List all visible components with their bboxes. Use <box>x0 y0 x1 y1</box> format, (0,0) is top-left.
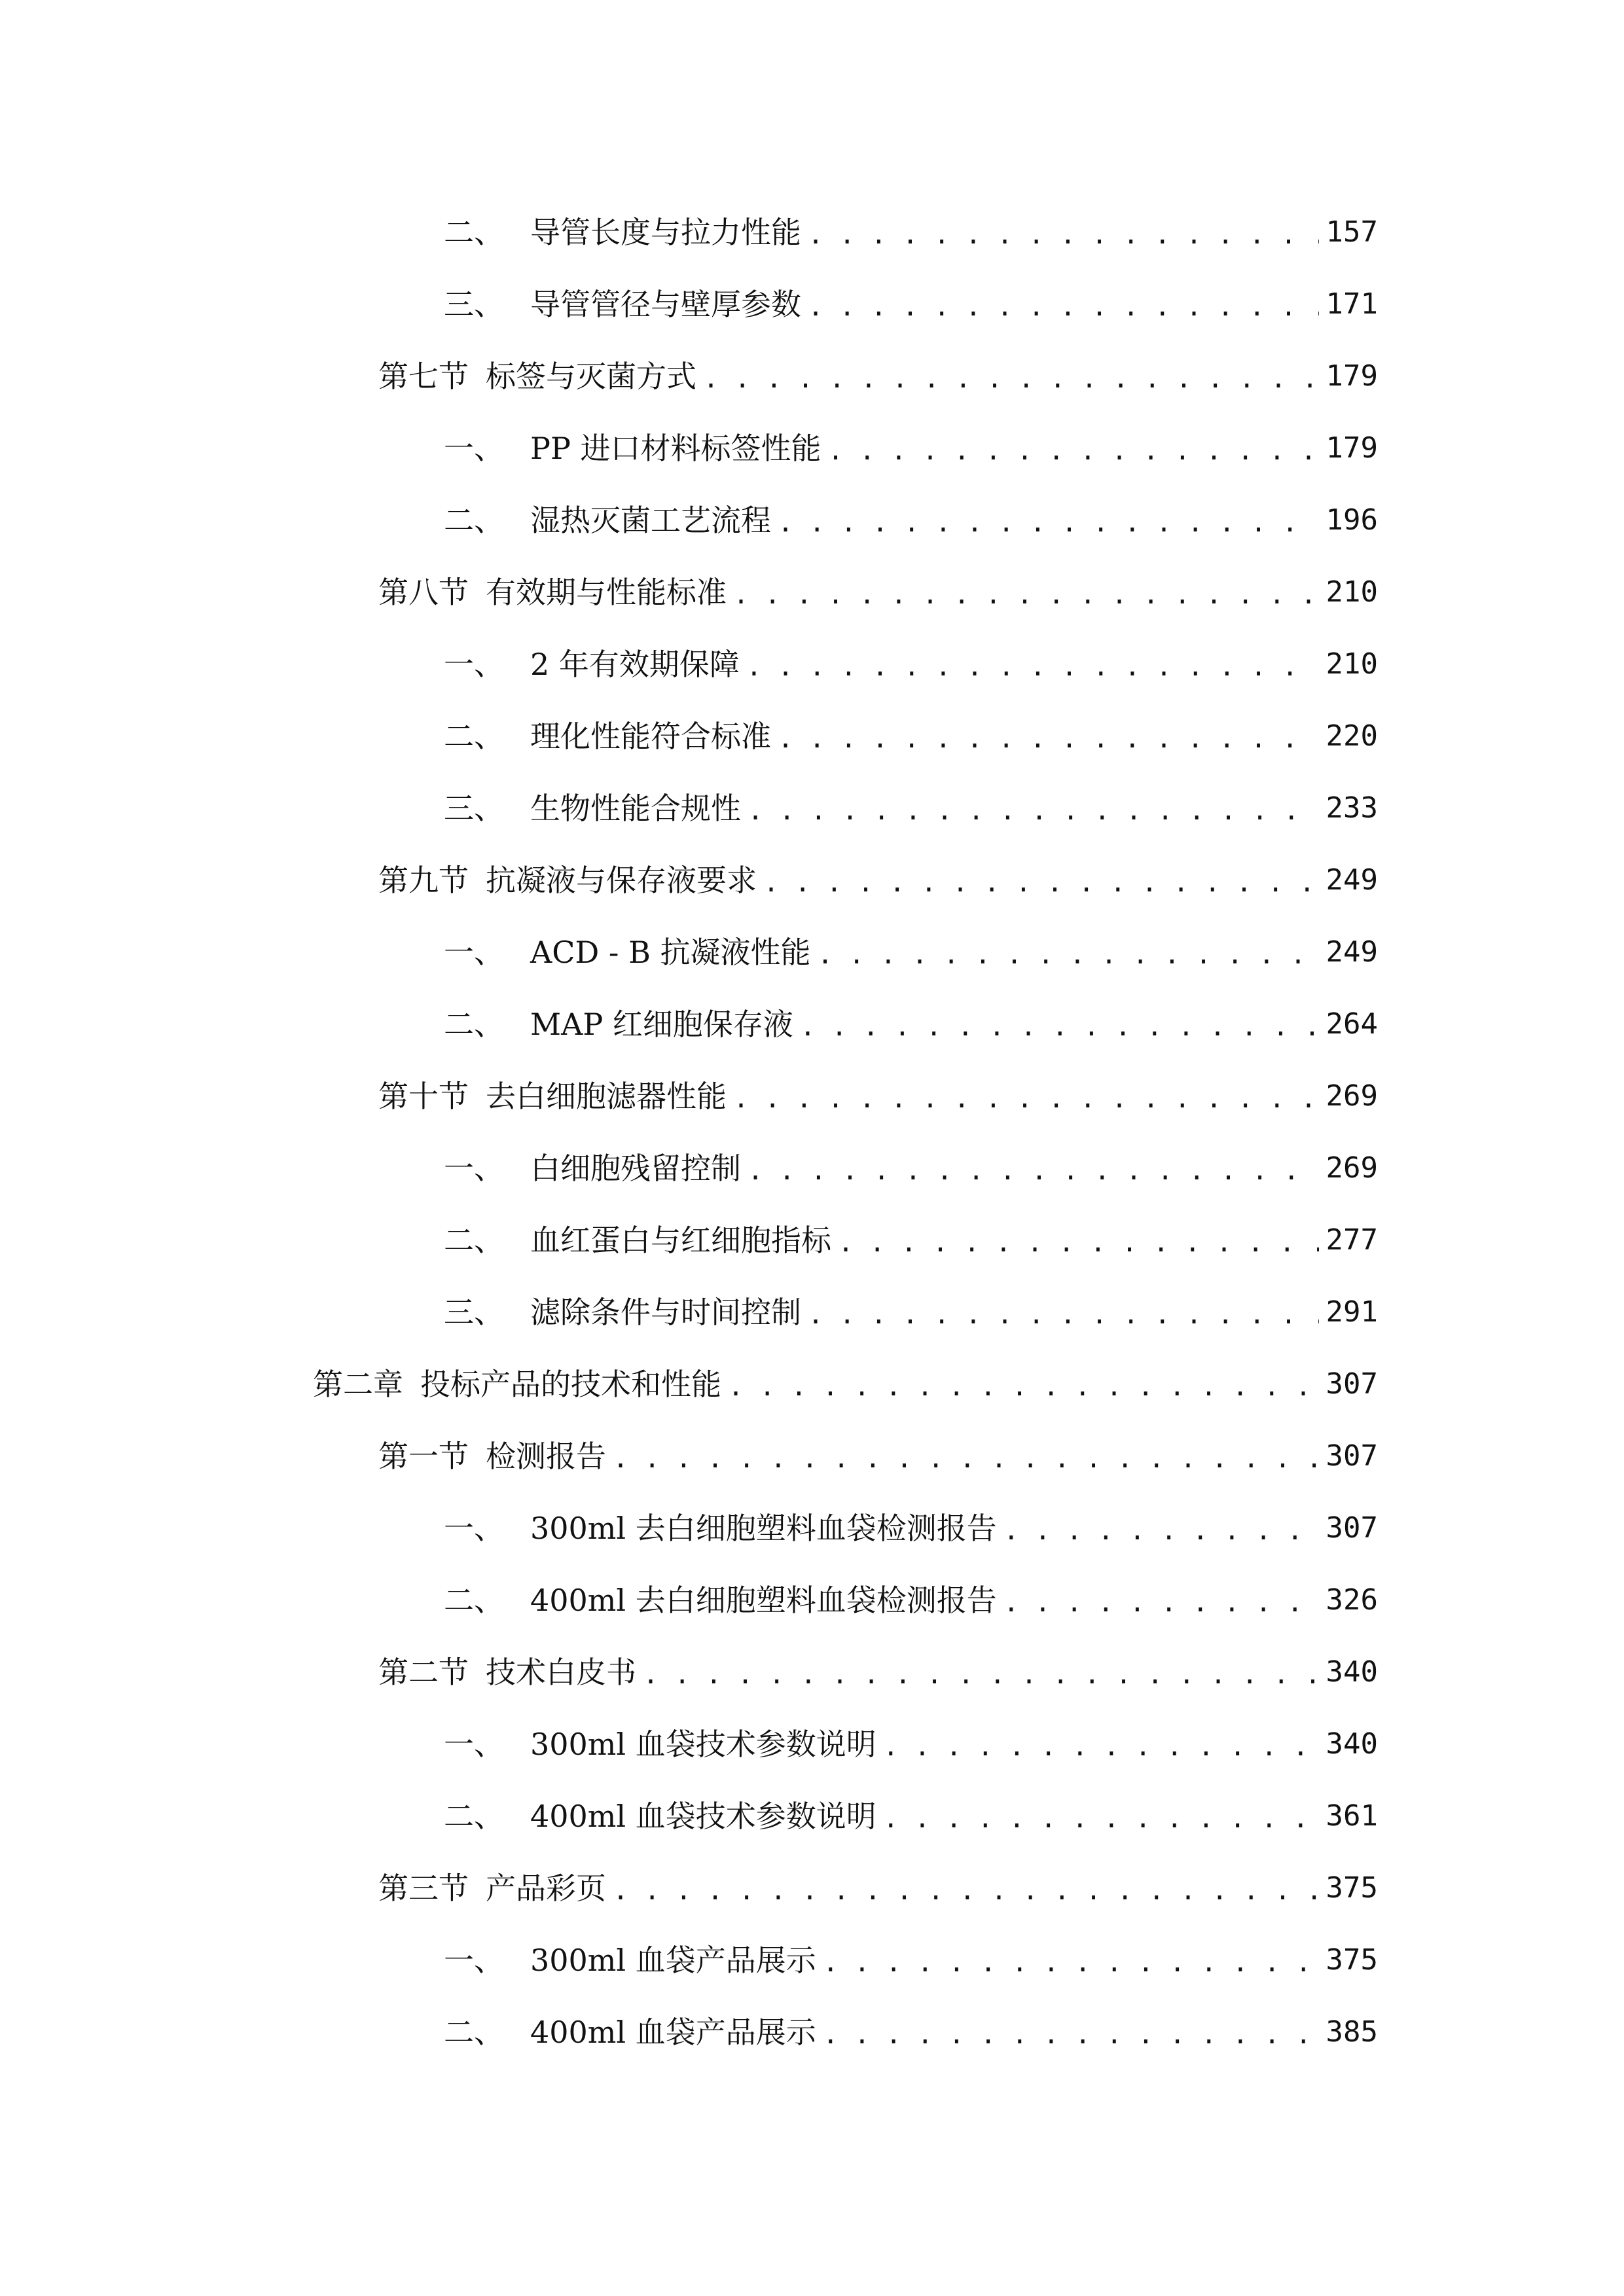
toc-entry-number: 第九节 <box>378 863 469 898</box>
toc-entry[interactable] <box>0 1204 1624 1276</box>
toc-entry[interactable] <box>0 1420 1624 1492</box>
toc-dot-leader <box>818 942 1319 968</box>
toc-entry-title: 导管管径与壁厚参数 <box>530 287 801 322</box>
toc-entry-page-number: 171 <box>1326 287 1378 321</box>
toc-dot-leader <box>778 726 1319 752</box>
toc-entry-page-number: 307 <box>1326 1439 1378 1473</box>
toc-dot-leader <box>823 2022 1319 2048</box>
toc-entry[interactable] <box>0 916 1624 988</box>
toc-entry[interactable] <box>0 1996 1624 2068</box>
toc-entry-number: 一、 <box>444 935 504 970</box>
toc-entry-title: 标签与灭菌方式 <box>486 359 696 394</box>
toc-entry[interactable] <box>0 340 1624 412</box>
toc-dot-leader <box>763 870 1319 896</box>
toc-entry-title: 检测报告 <box>486 1439 606 1474</box>
toc-entry-page-number: 220 <box>1326 719 1378 753</box>
toc-entry-page-number: 326 <box>1326 1583 1378 1617</box>
toc-entry-number: 第三节 <box>378 1871 469 1906</box>
toc-entry-title: 理化性能符合标准 <box>530 719 771 754</box>
toc-entry-page-number: 269 <box>1326 1151 1378 1185</box>
toc-entry-title: 300ml 去白细胞塑料血袋检测报告 <box>530 1511 997 1546</box>
toc-entry-title: 300ml 血袋产品展示 <box>530 1943 816 1978</box>
toc-entry-number: 第二章 <box>313 1367 403 1402</box>
toc-entry[interactable] <box>0 1060 1624 1132</box>
toc-dot-leader <box>883 1734 1319 1760</box>
toc-entry-title: 400ml 血袋技术参数说明 <box>530 1799 876 1834</box>
toc-entry[interactable] <box>0 772 1624 844</box>
toc-entry-page-number: 277 <box>1326 1223 1378 1257</box>
toc-entry-number: 一、 <box>444 647 504 682</box>
toc-entry[interactable] <box>0 1924 1624 1996</box>
toc-entry-number: 三、 <box>444 791 504 826</box>
toc-entry[interactable] <box>0 1564 1624 1636</box>
toc-entry[interactable] <box>0 196 1624 268</box>
toc-dot-leader <box>748 1158 1319 1184</box>
toc-entry-title: 2 年有效期保障 <box>530 647 740 682</box>
toc-entry[interactable] <box>0 1636 1624 1708</box>
toc-dot-leader <box>613 1878 1319 1904</box>
toc-dot-leader <box>823 1950 1319 1976</box>
toc-entry-number: 一、 <box>444 1511 504 1546</box>
toc-entry-title: 血红蛋白与红细胞指标 <box>530 1223 831 1258</box>
toc-entry[interactable] <box>0 628 1624 700</box>
toc-entry-page-number: 233 <box>1326 791 1378 825</box>
toc-entry-number: 二、 <box>444 2015 504 2050</box>
toc-entry-title: MAP 红细胞保存液 <box>530 1007 793 1042</box>
toc-entry[interactable] <box>0 1780 1624 1852</box>
toc-dot-leader <box>828 438 1319 464</box>
toc-dot-leader <box>703 366 1319 392</box>
toc-entry-number: 二、 <box>444 1007 504 1042</box>
toc-dot-leader <box>800 1014 1319 1040</box>
toc-entry-title: 导管长度与拉力性能 <box>530 215 801 250</box>
toc-dot-leader <box>1003 1590 1319 1616</box>
toc-dot-leader <box>838 1230 1319 1256</box>
toc-entry-number: 一、 <box>444 1727 504 1762</box>
toc-entry-page-number: 269 <box>1326 1079 1378 1113</box>
toc-dot-leader <box>746 654 1319 680</box>
toc-entry-title: 技术白皮书 <box>486 1655 636 1690</box>
toc-entry[interactable] <box>0 1276 1624 1348</box>
toc-entry-title: 滤除条件与时间控制 <box>530 1295 801 1330</box>
table-of-contents <box>0 196 1624 2068</box>
toc-entry[interactable] <box>0 700 1624 772</box>
toc-dot-leader <box>808 1302 1319 1328</box>
toc-entry-page-number: 196 <box>1326 503 1378 537</box>
toc-entry-page-number: 340 <box>1326 1655 1378 1689</box>
toc-entry-page-number: 361 <box>1326 1799 1378 1833</box>
toc-dot-leader <box>1003 1518 1319 1544</box>
toc-entry-number: 第十节 <box>378 1079 469 1114</box>
toc-dot-leader <box>733 582 1319 608</box>
toc-entry-title: 白细胞残留控制 <box>530 1151 741 1186</box>
toc-entry-page-number: 210 <box>1326 647 1378 681</box>
toc-entry-page-number: 249 <box>1326 935 1378 969</box>
toc-entry-page-number: 264 <box>1326 1007 1378 1041</box>
toc-entry-title: 抗凝液与保存液要求 <box>486 863 757 898</box>
toc-entry[interactable] <box>0 268 1624 340</box>
toc-entry[interactable] <box>0 1708 1624 1780</box>
toc-entry-title: ACD - B 抗凝液性能 <box>530 935 811 970</box>
toc-entry-number: 一、 <box>444 1943 504 1978</box>
toc-entry-page-number: 340 <box>1326 1727 1378 1761</box>
toc-entry-page-number: 179 <box>1326 431 1378 465</box>
toc-entry-title: 湿热灭菌工艺流程 <box>530 503 771 538</box>
toc-entry-title: 400ml 去白细胞塑料血袋检测报告 <box>530 1583 997 1618</box>
toc-entry-number: 二、 <box>444 1223 504 1258</box>
toc-entry[interactable] <box>0 844 1624 916</box>
toc-dot-leader <box>748 798 1319 824</box>
toc-entry-page-number: 210 <box>1326 575 1378 609</box>
toc-entry-number: 二、 <box>444 1583 504 1618</box>
toc-entry-title: 300ml 血袋技术参数说明 <box>530 1727 876 1762</box>
toc-entry-page-number: 385 <box>1326 2015 1378 2049</box>
toc-entry-number: 二、 <box>444 1799 504 1834</box>
toc-entry-number: 三、 <box>444 287 504 322</box>
toc-dot-leader <box>643 1662 1319 1688</box>
toc-entry-number: 第二节 <box>378 1655 469 1690</box>
toc-entry-page-number: 291 <box>1326 1295 1378 1329</box>
toc-entry-title: 生物性能合规性 <box>530 791 741 826</box>
toc-dot-leader <box>733 1086 1319 1112</box>
toc-dot-leader <box>883 1806 1319 1832</box>
toc-entry-number: 第一节 <box>378 1439 469 1474</box>
toc-entry-number: 二、 <box>444 215 504 250</box>
toc-entry-title: 有效期与性能标准 <box>486 575 727 610</box>
toc-dot-leader <box>778 510 1319 536</box>
toc-entry[interactable] <box>0 1348 1624 1420</box>
toc-entry-title: PP 进口材料标签性能 <box>530 431 821 466</box>
toc-entry[interactable] <box>0 1852 1624 1924</box>
toc-entry-page-number: 307 <box>1326 1511 1378 1545</box>
toc-entry-number: 第七节 <box>378 359 469 394</box>
toc-entry-page-number: 249 <box>1326 863 1378 897</box>
toc-entry[interactable] <box>0 412 1624 484</box>
toc-entry-number: 二、 <box>444 503 504 538</box>
toc-entry-page-number: 307 <box>1326 1367 1378 1401</box>
toc-entry[interactable] <box>0 988 1624 1060</box>
toc-entry-title: 去白细胞滤器性能 <box>486 1079 727 1114</box>
toc-entry-number: 第八节 <box>378 575 469 610</box>
toc-entry-title: 产品彩页 <box>486 1871 606 1906</box>
toc-entry-page-number: 157 <box>1326 215 1378 249</box>
toc-entry-number: 一、 <box>444 431 504 466</box>
toc-entry-page-number: 375 <box>1326 1943 1378 1977</box>
toc-entry-number: 二、 <box>444 719 504 754</box>
toc-entry-number: 一、 <box>444 1151 504 1186</box>
toc-entry-page-number: 375 <box>1326 1871 1378 1905</box>
toc-entry-title: 投标产品的技术和性能 <box>420 1367 721 1402</box>
toc-entry[interactable] <box>0 556 1624 628</box>
toc-entry[interactable] <box>0 1492 1624 1564</box>
toc-dot-leader <box>728 1374 1319 1400</box>
toc-dot-leader <box>808 222 1319 248</box>
toc-dot-leader <box>613 1446 1319 1472</box>
toc-entry-page-number: 179 <box>1326 359 1378 393</box>
toc-entry[interactable] <box>0 484 1624 556</box>
toc-entry-number: 三、 <box>444 1295 504 1330</box>
toc-entry-title: 400ml 血袋产品展示 <box>530 2015 816 2050</box>
toc-entry[interactable] <box>0 1132 1624 1204</box>
toc-dot-leader <box>808 294 1319 320</box>
